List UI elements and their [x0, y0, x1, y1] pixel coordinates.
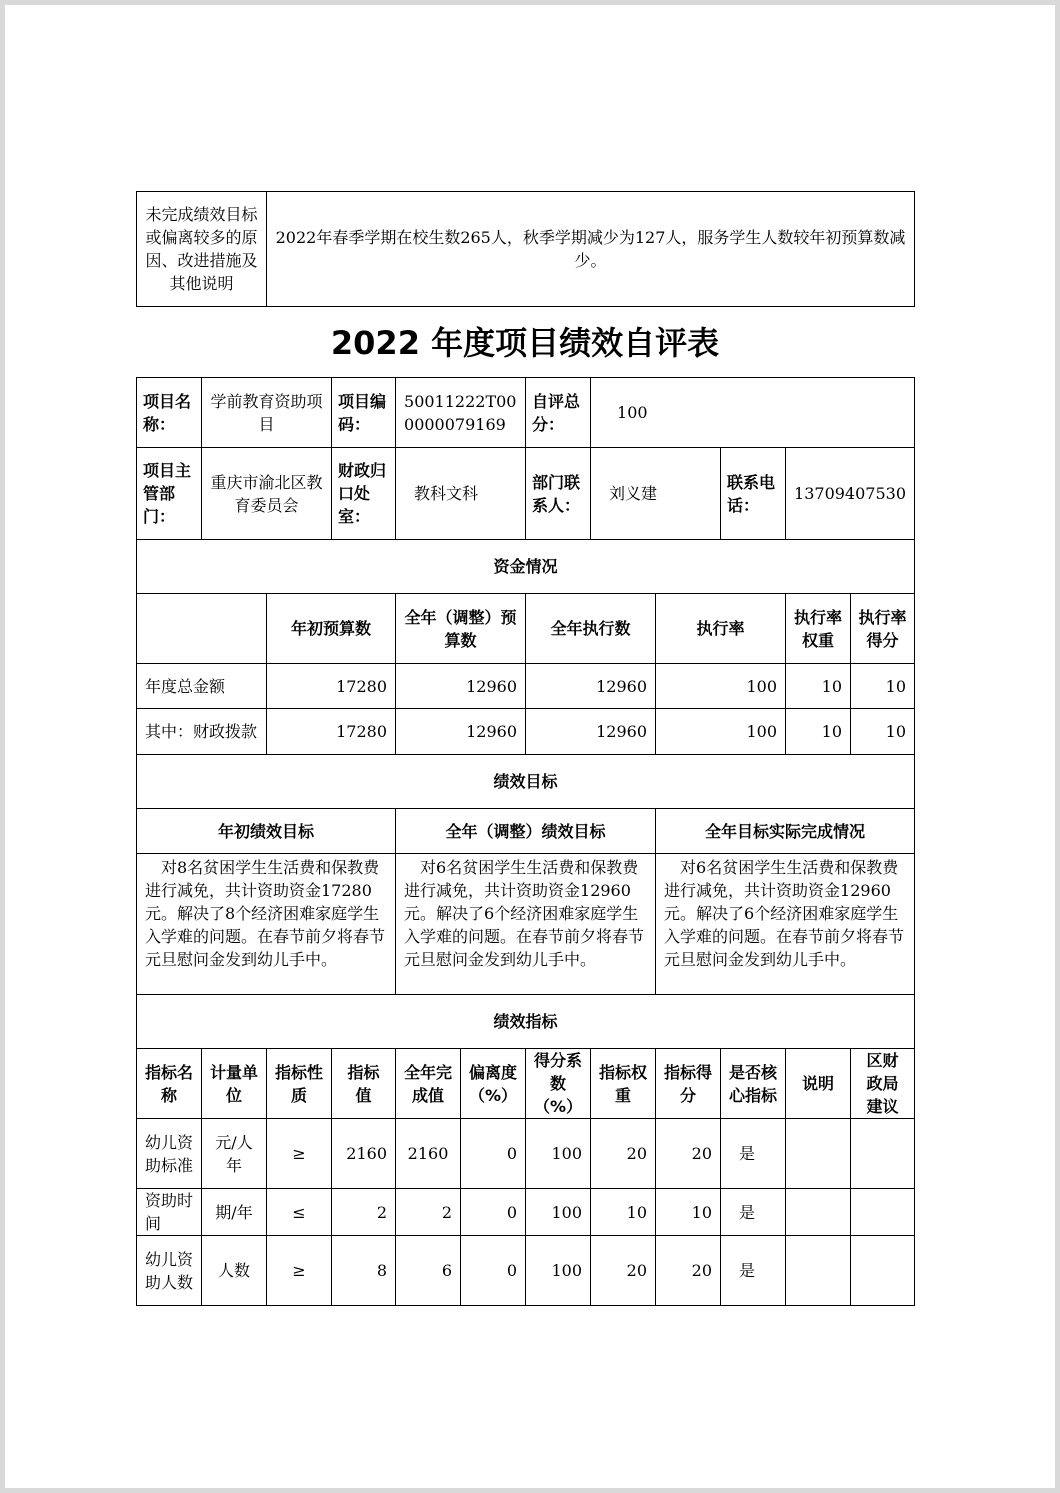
ind-name: 幼儿资助人数 — [137, 1236, 202, 1306]
ind-note — [786, 1119, 851, 1189]
project-name-value: 学前教育资助项目 — [202, 378, 332, 448]
ind-coef: 100 — [526, 1236, 591, 1306]
ind-name: 资助时间 — [137, 1189, 202, 1236]
ind-unit: 元/人年 — [202, 1119, 267, 1189]
goals-section-title: 绩效目标 — [137, 755, 915, 809]
ind-advice — [851, 1119, 915, 1189]
phone-value: 13709407530 — [786, 448, 915, 540]
ind-header-deviation: 偏离度（%） — [461, 1049, 526, 1119]
funds-row-score: 10 — [851, 709, 915, 755]
funds-header-adjusted: 全年（调整）预算数 — [396, 594, 526, 664]
finance-office-label: 财政归口处室： — [332, 448, 396, 540]
ind-coef: 100 — [526, 1119, 591, 1189]
indicator-row — [137, 1189, 915, 1236]
ind-note — [786, 1236, 851, 1306]
funds-header-rate: 执行率 — [656, 594, 786, 664]
indicator-row — [137, 1236, 915, 1306]
explanation-text: 2022年春季学期在校生数265人，秋季学期减少为127人，服务学生人数较年初预算数减少。 — [267, 192, 915, 307]
explanation-table — [136, 191, 915, 307]
funds-section-title: 资金情况 — [137, 540, 915, 594]
ind-header-value: 指标值 — [332, 1049, 396, 1119]
dept-value: 重庆市渝北区教育委员会 — [202, 448, 332, 540]
score-label: 自评总分： — [526, 378, 591, 448]
ind-weight: 20 — [591, 1119, 656, 1189]
funds-row-executed: 12960 — [526, 709, 656, 755]
ind-nature: ≥ — [267, 1236, 332, 1306]
ind-header-actual: 全年完成值 — [396, 1049, 461, 1119]
ind-header-score: 指标得分 — [656, 1049, 721, 1119]
funds-row — [137, 664, 915, 709]
dept-label: 项目主管部门： — [137, 448, 202, 540]
ind-advice — [851, 1236, 915, 1306]
goal-adjusted-text: 对6名贫困学生生活费和保教费进行减免，共计资助资金12960元。解决了6个经济困难家庭学生入学难的问题。在春节前夕将春节元旦慰问金发到幼儿手中。 — [396, 854, 656, 995]
finance-office-value: 教科文科 — [396, 448, 526, 540]
ind-actual: 6 — [396, 1236, 461, 1306]
funds-row-adjusted: 12960 — [396, 709, 526, 755]
phone-label: 联系电话： — [721, 448, 786, 540]
ind-core: 是 — [721, 1236, 786, 1306]
ind-coef: 100 — [526, 1189, 591, 1236]
indicator-row — [137, 1119, 915, 1189]
ind-weight: 10 — [591, 1189, 656, 1236]
ind-value: 2 — [332, 1189, 396, 1236]
funds-header-score: 执行率得分 — [851, 594, 915, 664]
goal-actual-text: 对6名贫困学生生活费和保教费进行减免，共计资助资金12960元。解决了6个经济困难家庭学生入学难的问题。在春节前夕将春节元旦慰问金发到幼儿手中。 — [656, 854, 915, 995]
ind-score: 20 — [656, 1119, 721, 1189]
funds-row-initial: 17280 — [267, 709, 396, 755]
funds-row-weight: 10 — [786, 664, 851, 709]
funds-row-rate: 100 — [656, 664, 786, 709]
ind-unit: 人数 — [202, 1236, 267, 1306]
ind-core: 是 — [721, 1189, 786, 1236]
funds-row-label: 其中：财政拨款 — [137, 709, 267, 755]
ind-name: 幼儿资助标准 — [137, 1119, 202, 1189]
goal-initial-text: 对8名贫困学生生活费和保教费进行减免，共计资助资金17280元。解决了8个经济困难家庭学生入学难的问题。在春节前夕将春节元旦慰问金发到幼儿手中。 — [137, 854, 396, 995]
ind-nature: ≤ — [267, 1189, 332, 1236]
ind-header-nature: 指标性质 — [267, 1049, 332, 1119]
explanation-label: 未完成绩效目标或偏离较多的原因、改进措施及其他说明 — [137, 192, 267, 307]
contact-label: 部门联系人： — [526, 448, 591, 540]
ind-header-name: 指标名称 — [137, 1049, 202, 1119]
ind-deviation: 0 — [461, 1189, 526, 1236]
ind-score: 10 — [656, 1189, 721, 1236]
funds-header-blank — [137, 594, 267, 664]
project-name-label: 项目名称： — [137, 378, 202, 448]
ind-nature: ≥ — [267, 1119, 332, 1189]
ind-header-core: 是否核心指标 — [721, 1049, 786, 1119]
project-code-value: 50011222T000000079169 — [396, 378, 526, 448]
ind-weight: 20 — [591, 1236, 656, 1306]
self-evaluation-table — [136, 377, 915, 1306]
ind-core: 是 — [721, 1119, 786, 1189]
funds-row-rate: 100 — [656, 709, 786, 755]
ind-header-weight: 指标权重 — [591, 1049, 656, 1119]
project-code-label: 项目编码： — [332, 378, 396, 448]
ind-deviation: 0 — [461, 1119, 526, 1189]
ind-actual: 2 — [396, 1189, 461, 1236]
goals-header-adjusted: 全年（调整）绩效目标 — [396, 809, 656, 854]
ind-advice — [851, 1189, 915, 1236]
funds-header-weight: 执行率权重 — [786, 594, 851, 664]
ind-header-coef: 得分系数（%） — [526, 1049, 591, 1119]
funds-row-adjusted: 12960 — [396, 664, 526, 709]
contact-value: 刘义建 — [591, 448, 721, 540]
funds-row-label: 年度总金额 — [137, 664, 267, 709]
indicators-section-title: 绩效指标 — [137, 995, 915, 1049]
ind-value: 8 — [332, 1236, 396, 1306]
funds-row-score: 10 — [851, 664, 915, 709]
goals-header-initial: 年初绩效目标 — [137, 809, 396, 854]
funds-row — [137, 709, 915, 755]
funds-header-executed: 全年执行数 — [526, 594, 656, 664]
funds-header-initial: 年初预算数 — [267, 594, 396, 664]
ind-unit: 期/年 — [202, 1189, 267, 1236]
ind-header-note: 说明 — [786, 1049, 851, 1119]
ind-actual: 2160 — [396, 1119, 461, 1189]
ind-header-advice: 区财政局建议 — [851, 1049, 915, 1119]
ind-note — [786, 1189, 851, 1236]
funds-row-weight: 10 — [786, 709, 851, 755]
goals-header-actual: 全年目标实际完成情况 — [656, 809, 915, 854]
ind-score: 20 — [656, 1236, 721, 1306]
ind-header-unit: 计量单位 — [202, 1049, 267, 1119]
funds-row-executed: 12960 — [526, 664, 656, 709]
ind-value: 2160 — [332, 1119, 396, 1189]
funds-row-initial: 17280 — [267, 664, 396, 709]
ind-deviation: 0 — [461, 1236, 526, 1306]
score-value: 100 — [591, 378, 915, 448]
page-title: 2022 年度项目绩效自评表 — [330, 324, 720, 362]
